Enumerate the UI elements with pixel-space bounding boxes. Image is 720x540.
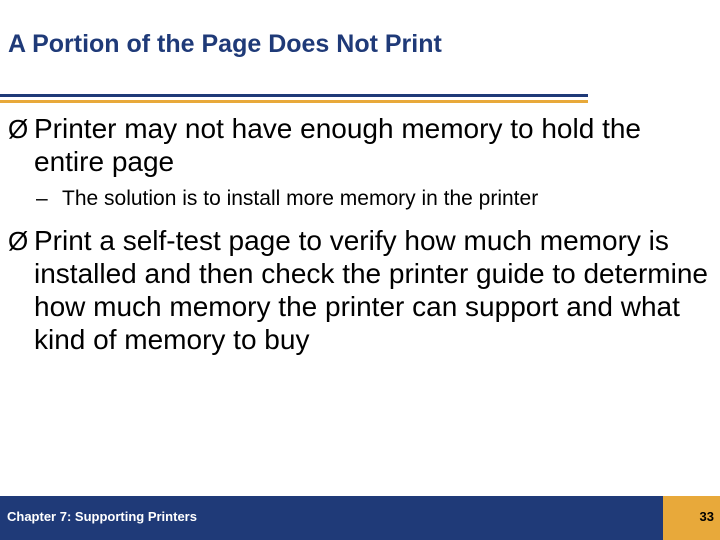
arrow-bullet-icon: Ø [8, 114, 29, 144]
page-number-box [663, 496, 720, 540]
footer-bar [0, 496, 720, 540]
title-rule-blue [0, 94, 588, 97]
bullet-text: Printer may not have enough memory to hold the entire page [34, 113, 642, 177]
bullet-item [8, 224, 713, 356]
footer-chapter-label: Chapter 7: Supporting Printers [7, 509, 197, 524]
slide-body [8, 112, 713, 356]
page-number: 33 [699, 509, 714, 524]
sub-bullet-text: The solution is to install more memory in the printer [62, 187, 539, 210]
sub-bullet-item [36, 186, 713, 212]
arrow-bullet-icon: Ø [8, 226, 29, 256]
slide-title: A Portion of the Page Does Not Print [8, 30, 442, 58]
bullet-item [8, 112, 713, 178]
bullet-text: Print a self-test page to verify how much memory is installed and then check the printer guide to determine how much memory the printer can support and what kind of memory to buy [34, 225, 708, 355]
dash-bullet-icon: – [36, 187, 48, 210]
title-rule-gold [0, 100, 588, 103]
